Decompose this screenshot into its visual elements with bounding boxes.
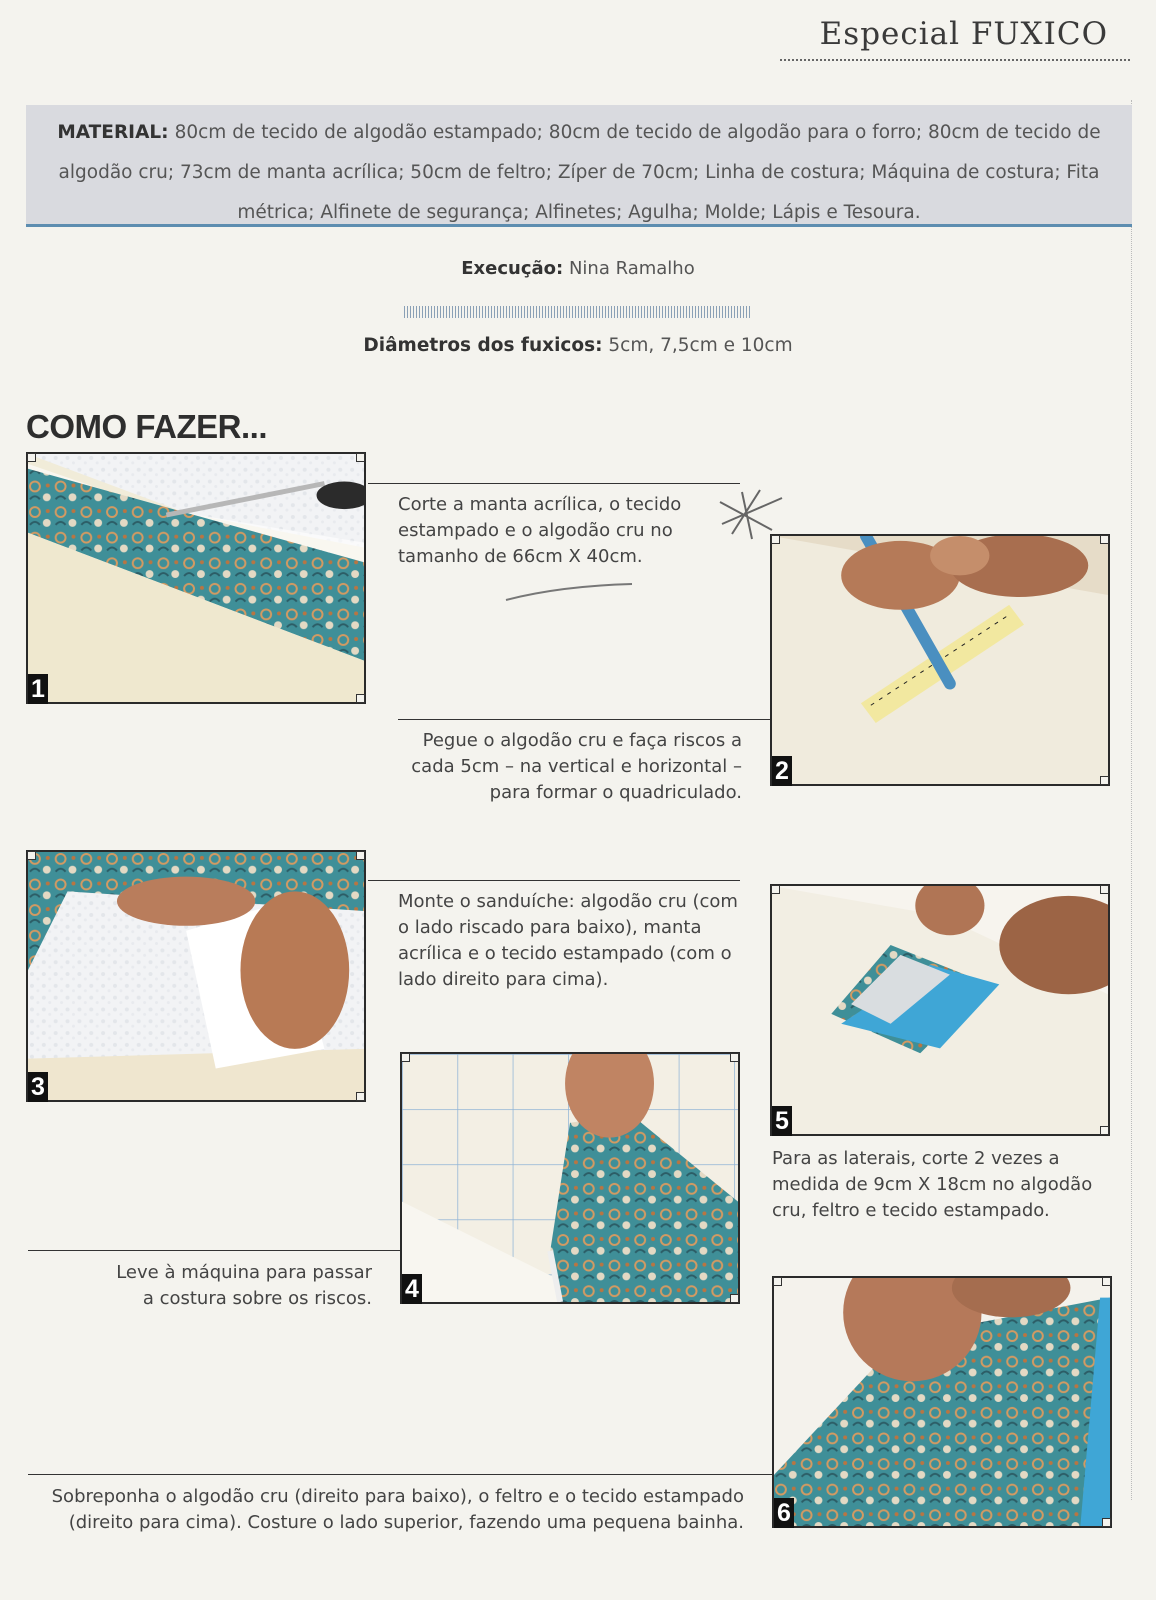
step-6-rule [28,1474,772,1475]
step-4-photo [400,1052,740,1304]
step-1-rule [368,483,740,484]
photo-corner-ornament [1102,1518,1111,1527]
photo-corner-ornament [27,851,36,860]
page-header-title: Especial FUXICO [819,16,1108,52]
step-4-number-badge: 4 [402,1274,422,1304]
material-box [26,105,1132,227]
photo-corner-ornament [773,1277,782,1286]
photo-corner-ornament [730,1053,739,1062]
execucao-value: Nina Ramalho [568,258,695,279]
material-label: MATERIAL: [57,122,169,143]
photo-corner-ornament [1100,885,1109,894]
execucao-label: Execução: [461,258,564,279]
photo-corner-ornament [771,535,780,544]
decorative-bar-divider [404,306,752,318]
section-title: COMO FAZER... [26,408,267,445]
step-4-text: Leve à máquina para passar a costura sobre os riscos. [116,1262,372,1309]
step-3-number-badge: 3 [28,1072,48,1102]
step-3-photo [26,850,366,1102]
header-divider [780,59,1130,61]
material-text: 80cm de tecido de algodão estampado; 80cm de tecido de algodão para o forro; 80cm de tecido de algodão cru; 73cm de manta acrílica; 50cm de feltro; Zíper de 70cm; Linha de costura; Máquina de costura; Fita métrica; Alfinete de segurança; Alfinetes; Agulha; Molde; Lápis e Tesoura. [58,122,1101,223]
photo-corner-ornament [356,453,365,462]
step-5-photo [770,884,1110,1136]
diametros-value: 5cm, 7,5cm e 10cm [608,335,793,356]
step-1-text: Corte a manta acrílica, o tecido estampado e o algodão cru no tamanho de 66cm X 40cm. [398,494,682,567]
step-6-text: Sobreponha o algodão cru (direito para baixo), o feltro e o tecido estampado (direito para cima). Costure o lado superior, fazendo uma pequena bainha. [51,1486,744,1533]
photo-corner-ornament [401,1053,410,1062]
diametros-line [0,335,1156,356]
photo-corner-ornament [1100,776,1109,785]
photo-corner-ornament [356,694,365,703]
photo-corner-ornament [356,1092,365,1101]
step-3-rule [368,880,740,881]
photo-corner-ornament [730,1294,739,1303]
step-1-photo [26,452,366,704]
photo-corner-ornament [27,453,36,462]
photo-corner-ornament [771,885,780,894]
diametros-label: Diâmetros dos fuxicos: [363,335,603,356]
photo-corner-ornament [356,851,365,860]
step-5-text: Para as laterais, corte 2 vezes a medida de 9cm X 18cm no algodão cru, feltro e tecido estampado. [772,1148,1093,1221]
step-3-text: Monte o sanduíche: algodão cru (com o lado riscado para baixo), manta acrílica e o tecido estampado (com o lado direito para cima). [398,891,738,990]
page-spine-edge [1131,100,1156,1500]
step-5-number-badge: 5 [772,1106,792,1136]
step-2-photo [770,534,1110,786]
photo-corner-ornament [1102,1277,1111,1286]
execucao-line [0,258,1156,279]
step-2-number-badge: 2 [772,756,792,786]
step-1-number-badge: 1 [28,674,48,704]
step-2-text: Pegue o algodão cru e faça riscos a cada 5cm – na vertical e horizontal – para formar o quadriculado. [411,730,742,803]
step-6-photo [772,1276,1112,1528]
photo-corner-ornament [1100,1126,1109,1135]
pencil-stroke-decoration [500,578,640,606]
step-2-rule [398,719,770,720]
photo-corner-ornament [1100,535,1109,544]
step-4-rule [28,1250,400,1251]
step-6-number-badge: 6 [774,1498,794,1528]
